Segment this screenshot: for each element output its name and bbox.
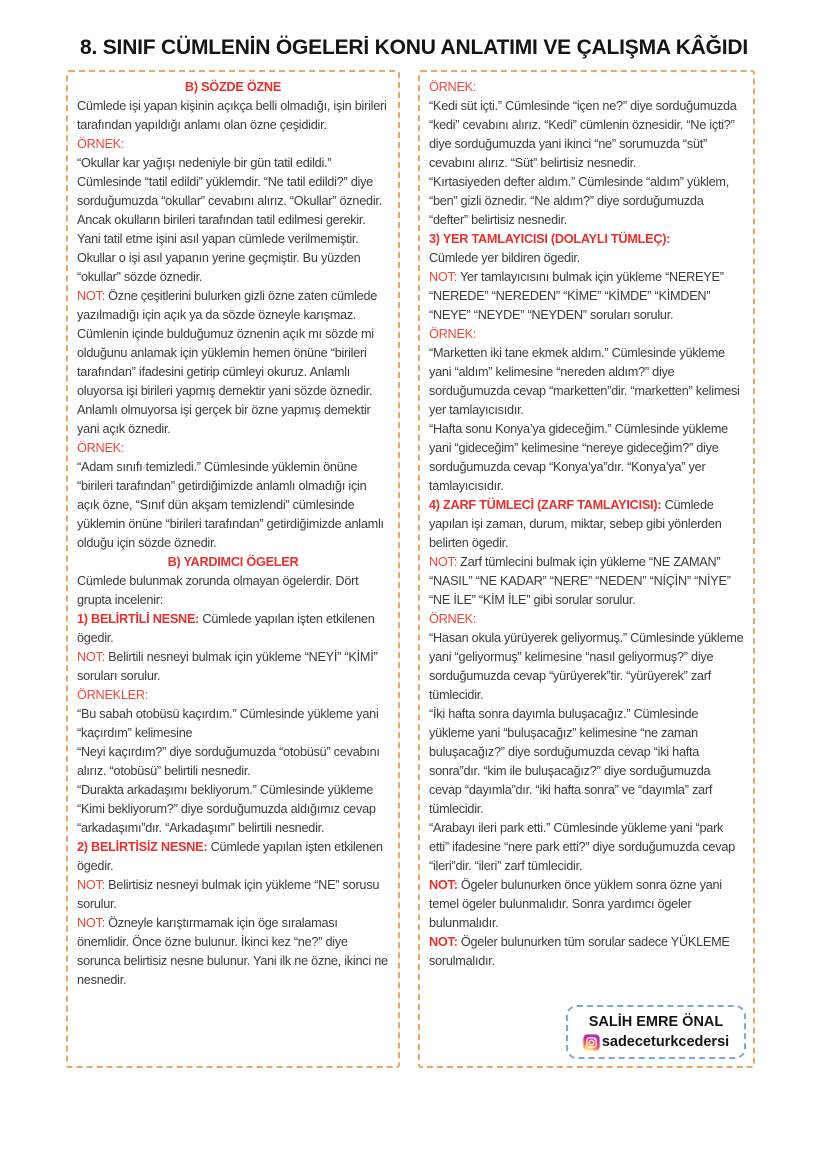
text-run: Cümlede yer bildiren ögedir.: [429, 251, 580, 265]
text-run: “Kedi süt içti.” Cümlesinde “içen ne?” diye sorduğumuzda “kedi” cevabını alırız. “Kedi” cümlenin öznesidir. “Ne içti?” diye sorduğumuzda yani ikinci “ne” sorumuzda “süt” cevabını alırız. “Süt” belirtisiz nesnedir.: [429, 99, 737, 170]
instagram-handle-row: [572, 1032, 740, 1052]
text-run: Cümlede yapılan işten etkilenen ögedir.: [77, 612, 375, 645]
paragraph: [77, 572, 389, 610]
text-run: “Hasan okula yürüyerek geliyormuş.” Cümlesinde yükleme yani “geliyormuş” kelimesine “nasıl geliyormuş?” diye sorduğumuzda cevap “yürüyerek”tir. “yürüyerek” zarf tümlecidir.: [429, 631, 744, 702]
highlight-run: B) SÖZDE ÖZNE: [184, 80, 282, 94]
page-title: 8. SINIF CÜMLENİN ÖGELERİ KONU ANLATIMI VE ÇALIŞMA KÂĞIDI: [80, 36, 748, 59]
paragraph: [429, 553, 744, 610]
example-label: [77, 686, 389, 705]
text-run: “Bu sabah otobüsü kaçırdım.” Cümlesinde yükleme yani “kaçırdım” kelimesine: [77, 707, 379, 740]
paragraph: [429, 629, 744, 705]
paragraph: [429, 420, 744, 496]
highlight-run: NOT:: [429, 878, 458, 892]
text-run: “Neyi kaçırdım?” diye sorduğumuzda “otobüsü” cevabını alırız. “otobüsü” belirtili nesnedir.: [77, 745, 380, 778]
paragraph: [429, 344, 744, 420]
text-run: “Marketten iki tane ekmek aldım.” Cümlesinde yükleme yani “aldım” kelimesine “nereden aldım?” diye sorduğumuzda cevap “marketten”dir. “marketten” kelimesi yer tamlayıcısıdır.: [429, 346, 740, 417]
highlight-run: ÖRNEK:: [429, 327, 477, 341]
text-run: Cümlede bulunmak zorunda olmayan ögelerdir. Dört grupta incelenir:: [77, 574, 359, 607]
section-heading: [77, 78, 389, 97]
example-label: [429, 325, 744, 344]
text-run: Zarf tümlecini bulmak için yükleme “NE ZAMAN” “NASIL” “NE KADAR” “NERE” “NEDEN” “NİÇİN” “NİYE” “NE İLE” “KİM İLE” gibi sorular sorulur.: [429, 555, 731, 607]
highlight-run: 2) BELİRTİSİZ NESNE:: [77, 840, 208, 854]
instagram-icon: [583, 1034, 600, 1051]
highlight-run: NOT:: [429, 270, 457, 284]
right-column-box: [418, 70, 755, 1068]
highlight-run: ÖRNEK:: [429, 612, 477, 626]
highlight-run: NOT:: [77, 878, 105, 892]
text-run: Cümlede yapılan işi zaman, durum, miktar, sebep gibi yönlerden belirten ögedir.: [429, 498, 722, 550]
paragraph: [77, 610, 389, 648]
text-run: “Adam sınıfı temizledi.” Cümlesinde yüklemin önüne “birileri tarafından” getirdiğimizde anlamlı olmadığı için açık özne, “Sınıf dün akşam temizlendi” cümlesinde yüklemin önüne “birileri tarafından” getirdiğimizde anlamlı olduğu için sözde öznedir.: [77, 460, 384, 550]
text-run: Özneyle karıştırmamak için öge sıralaması önemlidir. Önce özne bulunur. İkinci kez “ne?” diye sorunca belirtisiz nesne bulunur. Yani ilk ne özne, ikinci ne nesnedir.: [77, 916, 388, 987]
text-run: Belirtisiz nesneyi bulmak için yükleme “NE” sorusu sorulur.: [77, 878, 380, 911]
example-label: [77, 135, 389, 154]
text-run: Belirtili nesneyi bulmak için yükleme “NEYİ” “KİMİ” soruları sorulur.: [77, 650, 378, 683]
text-run: “İki hafta sonra dayımla buluşacağız.” Cümlesinde yükleme yani “buluşacağız” kelimesine “ne zaman buluşacağız?” diye sorduğumuzda cevap “iki hafta sonra”dır. “kim ile buluşacağız?” diye sorduğumuzda cevap “dayımla”dır. “iki hafta sonra” ve “dayımla” zarf tümlecidir.: [429, 707, 713, 816]
paragraph: [429, 933, 744, 971]
text-run: “Okullar kar yağışı nedeniyle bir gün tatil edildi.” Cümlesinde “tatil edildi” yüklemdir. “Ne tatil edildi?” diye sorduğumuzda “okullar” cevabını alırız. “Okullar” öznedir. Ancak okulların birileri tarafından tatil edilmesi gerekir. Yani tatil etme işini asıl yapan cümlede verilmemiştir. Okullar o işi asıl yapanın yerine geçmiştir. Bu yüzden “okullar” sözde öznedir.: [77, 156, 382, 284]
paragraph: [77, 705, 389, 743]
instagram-handle: sadeceturkcedersi: [601, 1034, 730, 1050]
paragraph: [77, 781, 389, 838]
paragraph: [77, 876, 389, 914]
paragraph: [429, 249, 744, 268]
paragraph: [77, 648, 389, 686]
example-label: [77, 439, 389, 458]
text-run: “Durakta arkadaşımı bekliyorum.” Cümlesinde yükleme “Kimi bekliyorum?” diye sorduğumuzda aldığımız cevap “arkadaşımı”dır. “Arkadaşımı” belirtili nesnedir.: [77, 783, 376, 835]
text-run: Cümlede yapılan işten etkilenen ögedir.: [77, 840, 383, 873]
highlight-run: B) YARDIMCI ÖGELER: [167, 555, 299, 569]
highlight-run: NOT:: [429, 935, 458, 949]
text-run: “Hafta sonu Konya’ya gideceğim.” Cümlesinde yükleme yani “gideceğim” kelimesine “nereye gideceğim?” diye sorduğumuzda cevap “Konya’ya”dır. “Konya’ya” yer tamlayıcısıdır.: [429, 422, 728, 493]
paragraph: [429, 496, 744, 553]
paragraph: [429, 97, 744, 173]
highlight-run: ÖRNEK:: [77, 441, 125, 455]
text-run: Ögeler bulunurken önce yüklem sonra özne yani temel ögeler bulunmalıdır. Sonra yardımcı ögeler bulunmalıdır.: [429, 878, 722, 930]
text-run: “Arabayı ileri park etti.” Cümlesinde yükleme yani “park etti” ifadesine “nere park etti?” diye sorduğumuzda cevap “ileri”dir. “ileri” zarf tümlecidir.: [429, 821, 735, 873]
highlight-run: 3) YER TAMLAYICISI (DOLAYLI TÜMLEÇ):: [429, 232, 671, 246]
example-label: [429, 610, 744, 629]
highlight-run: NOT:: [429, 555, 457, 569]
paragraph: [429, 268, 744, 325]
paragraph: [77, 838, 389, 876]
paragraph: [429, 705, 744, 819]
text-run: Özne çeşitlerini bulurken gizli özne zaten cümlede yazılmadığı için açık ya da sözde özneyle karışmaz. Cümlenin içinde bulduğumuz öznenin açık mı sözde mi olduğunu anlamak için yüklemin hemen önüne “birileri tarafından” ifadesini getirip cümleyi okuruz. Anlamlı oluyorsa işi birileri yapmış demektir yani sözde öznedir. Anlamlı olmuyorsa işi gerçek bir özne yapmış demektir yani açık öznedir.: [77, 289, 378, 436]
author-badge: [566, 1005, 746, 1059]
paragraph: [77, 154, 389, 287]
section-heading: [77, 553, 389, 572]
highlight-run: ÖRNEK:: [77, 137, 125, 151]
highlight-run: ÖRNEK:: [429, 80, 477, 94]
subsection-heading: [429, 230, 744, 249]
left-column-box: [66, 70, 400, 1068]
text-run: Cümlede işi yapan kişinin açıkça belli olmadığı, işin birileri tarafından yapıldığı anlamı olan özne çeşididir.: [77, 99, 387, 132]
highlight-run: ÖRNEKLER:: [77, 688, 149, 702]
paragraph: [77, 458, 389, 553]
text-run: “Kırtasiyeden defter aldım.” Cümlesinde “aldım” yüklem, “ben” gizli öznedir. “Ne aldım?” diye sorduğumuzda “defter” belirtisiz nesnedir.: [429, 175, 730, 227]
paragraph: [429, 819, 744, 876]
paragraph: [429, 173, 744, 230]
text-run: Ögeler bulunurken tüm sorular sadece YÜKLEME sorulmalıdır.: [429, 935, 730, 968]
highlight-run: 4) ZARF TÜMLECİ (ZARF TAMLAYICISI):: [429, 498, 662, 512]
paragraph: [77, 97, 389, 135]
paragraph: [77, 743, 389, 781]
author-name: SALİH EMRE ÖNAL: [588, 1014, 724, 1030]
highlight-run: 1) BELİRTİLİ NESNE:: [77, 612, 200, 626]
highlight-run: NOT:: [77, 916, 105, 930]
example-label: [429, 78, 744, 97]
paragraph: [429, 876, 744, 933]
highlight-run: NOT:: [77, 289, 105, 303]
highlight-run: NOT:: [77, 650, 105, 664]
paragraph: [77, 914, 389, 990]
text-run: Yer tamlayıcısını bulmak için yükleme “NEREYE” “NEREDE” “NEREDEN” “KİME” “KİMDE” “KİMDEN” “NEYE” “NEYDE” “NEYDEN” soruları sorulur.: [429, 270, 724, 322]
paragraph: [77, 287, 389, 439]
